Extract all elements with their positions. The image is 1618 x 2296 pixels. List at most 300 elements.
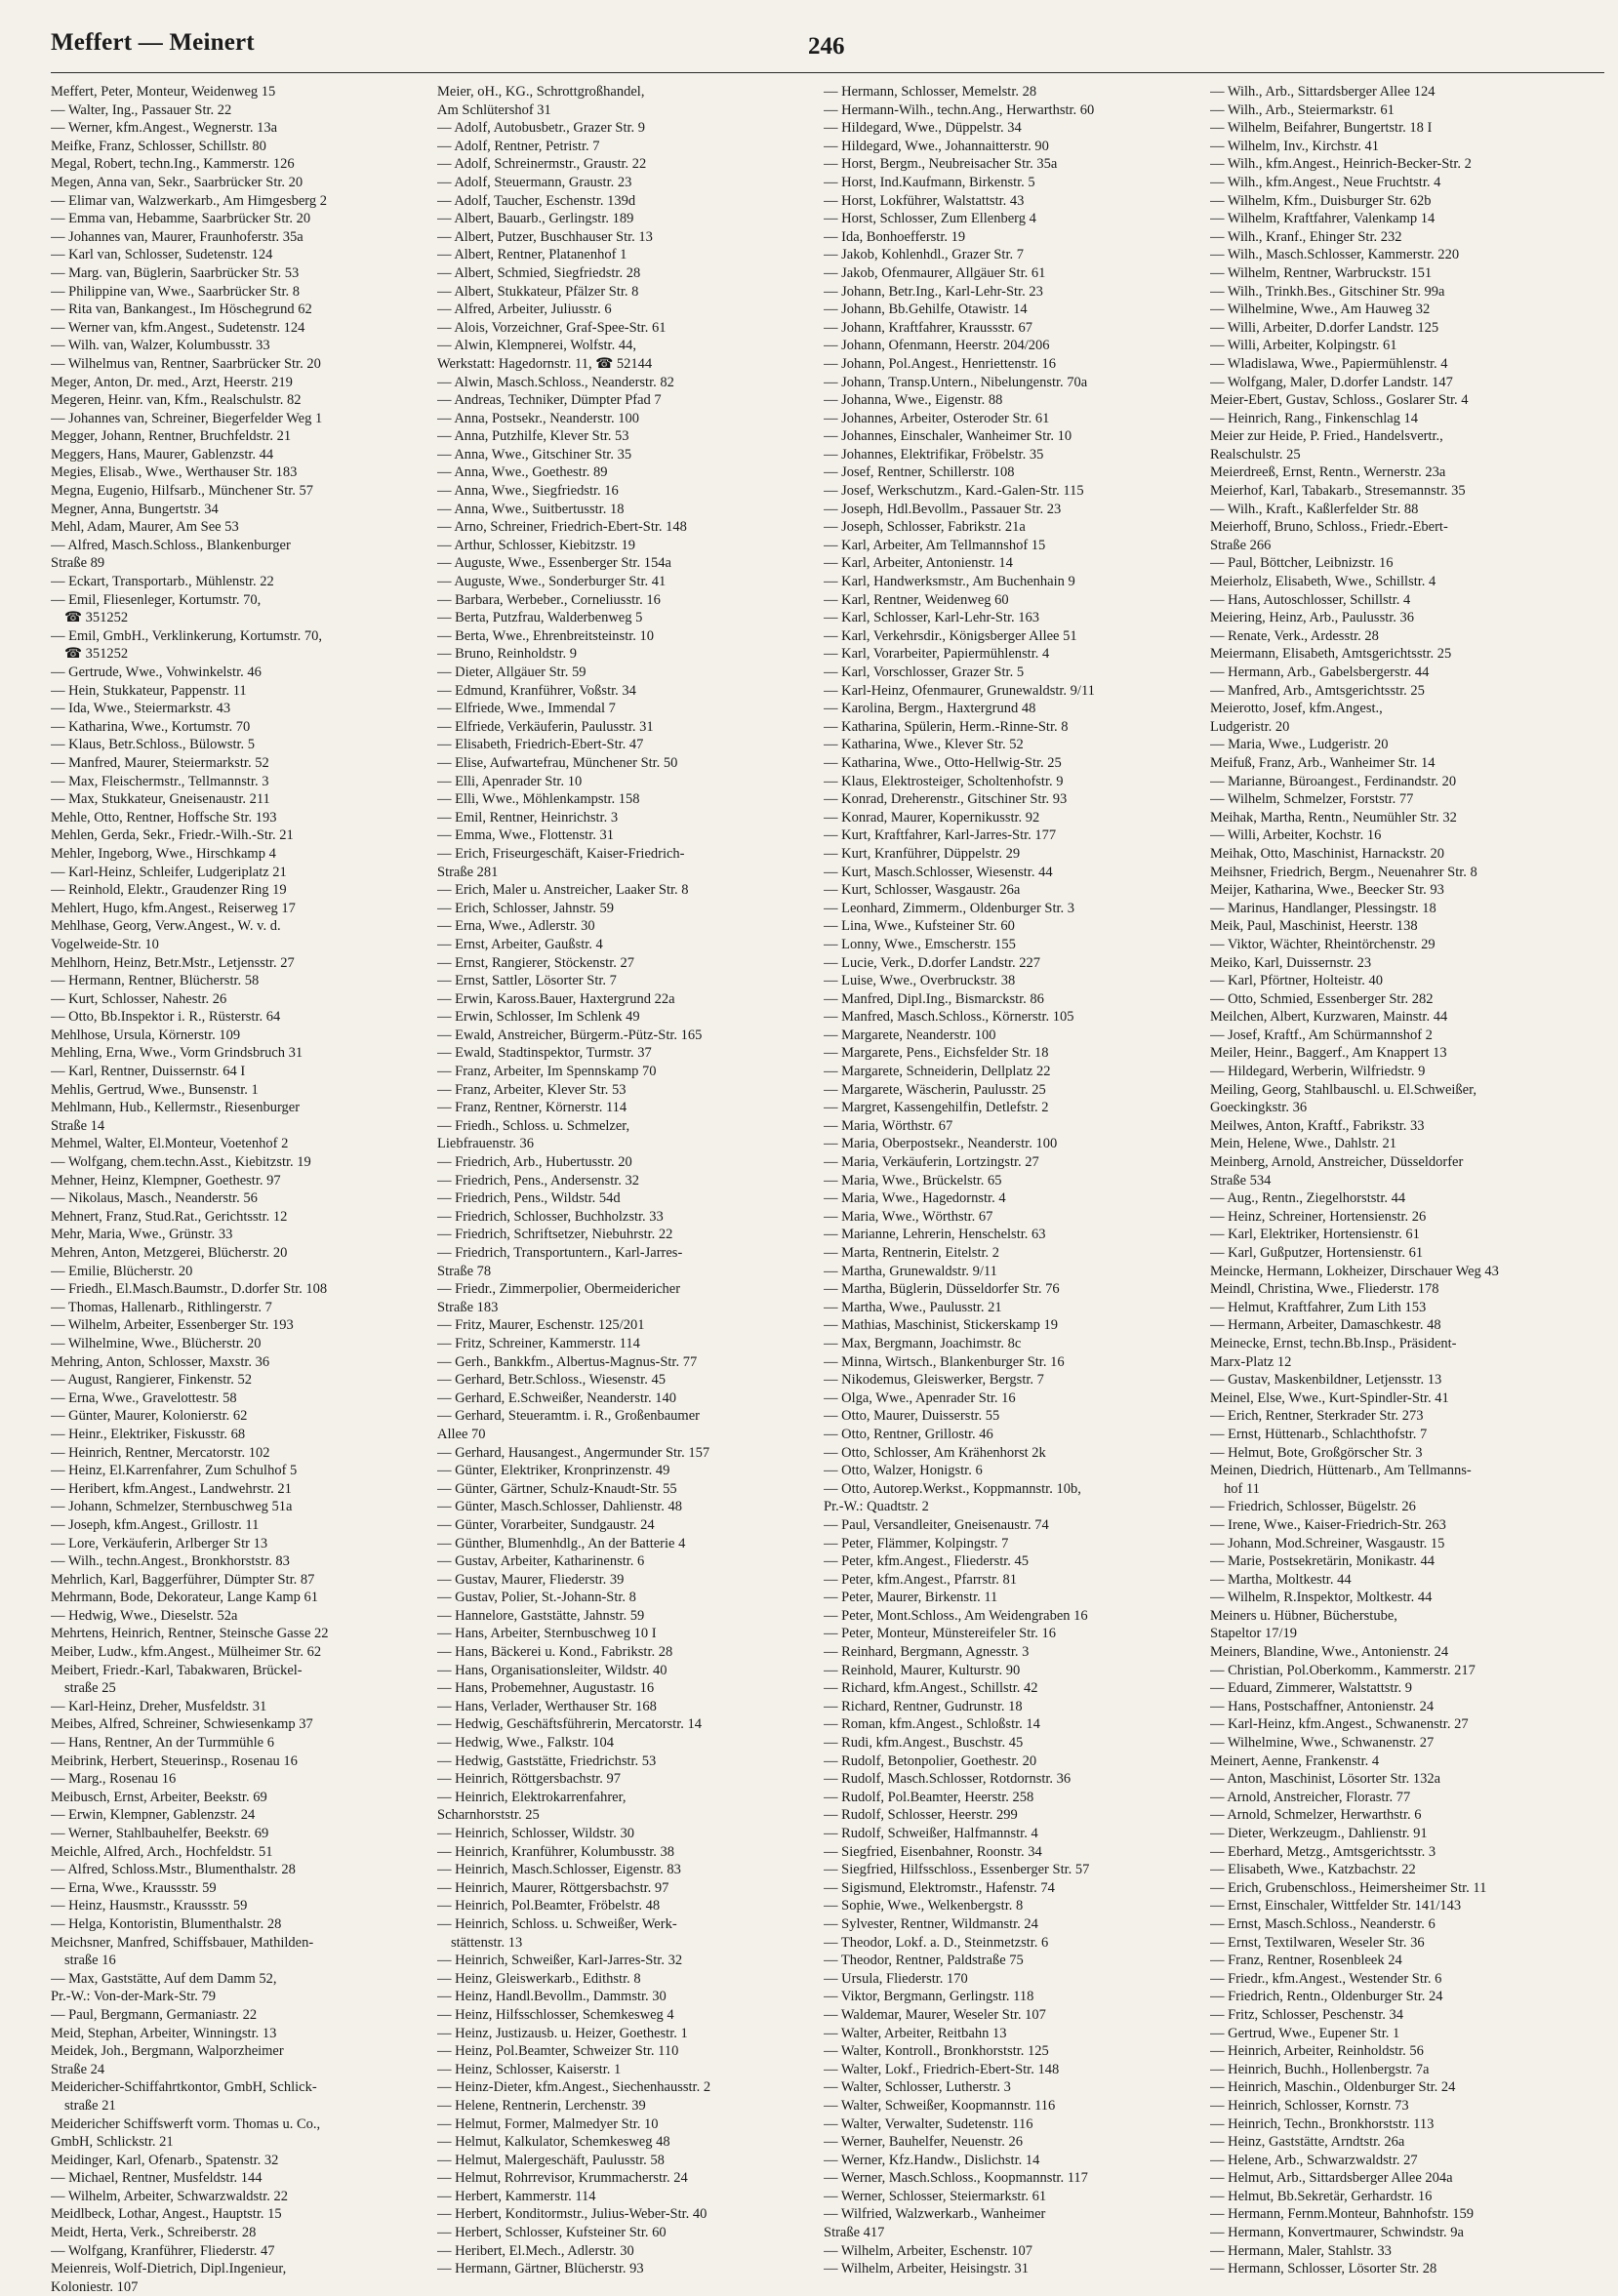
directory-entry: Ludgeristr. 20 bbox=[1210, 718, 1290, 735]
directory-entry: — Gerhard, Steueramtm. i. R., Großenbaumer bbox=[437, 1408, 700, 1425]
directory-entry: Meifke, Franz, Schlosser, Schillstr. 80 bbox=[51, 138, 266, 154]
directory-entry: Megies, Elisab., Wwe., Werthauser Str. 183 bbox=[51, 464, 298, 481]
directory-entry: — Karl, Pförtner, Holteistr. 40 bbox=[1210, 973, 1384, 989]
directory-entry: — Reinhold, Maurer, Kulturstr. 90 bbox=[824, 1662, 1021, 1678]
directory-entry: — Heinz, Schlosser, Kaiserstr. 1 bbox=[437, 2061, 622, 2077]
directory-entry: — Lore, Verkäuferin, Arlberger Str 13 bbox=[51, 1535, 268, 1551]
directory-entry: Meindl, Christina, Wwe., Fliederstr. 178 bbox=[1210, 1281, 1439, 1298]
directory-entry: — Hildegard, Wwe., Düppelstr. 34 bbox=[824, 120, 1022, 137]
directory-entry: — Wilhelm, Arbeiter, Eschenstr. 107 bbox=[824, 2242, 1033, 2259]
directory-entry: — Günter, Elektriker, Kronprinzenstr. 49 bbox=[437, 1463, 670, 1479]
directory-entry: — Werner, Schlosser, Steiermarkstr. 61 bbox=[824, 2188, 1047, 2204]
directory-entry: — Manfred, Dipl.Ing., Bismarckstr. 86 bbox=[824, 990, 1044, 1007]
directory-entry: — Friedrich, Transportuntern., Karl-Jarres- bbox=[437, 1245, 683, 1261]
directory-entry: Straße 183 bbox=[437, 1299, 499, 1315]
directory-entry: — Wilhelm, Kraftfahrer, Valenkamp 14 bbox=[1210, 211, 1436, 227]
directory-entry: — Heinrich, Röttgersbachstr. 97 bbox=[437, 1771, 622, 1788]
directory-entry: — Elisabeth, Friedrich-Ebert-Str. 47 bbox=[437, 737, 644, 753]
directory-entry: Meinen, Diedrich, Hüttenarb., Am Tellmanns- bbox=[1210, 1463, 1472, 1479]
directory-entry: — Karl, Elektriker, Hortensienstr. 61 bbox=[1210, 1227, 1420, 1243]
directory-entry: — Wolfgang, Kranführer, Fliederstr. 47 bbox=[51, 2242, 275, 2259]
directory-entry: — Otto, Schlosser, Am Krähenhorst 2k bbox=[824, 1444, 1046, 1461]
directory-entry: — Anna, Putzhilfe, Klever Str. 53 bbox=[437, 428, 629, 445]
directory-entry: — Renate, Verk., Ardesstr. 28 bbox=[1210, 627, 1379, 644]
directory-entry: — Franz, Rentner, Rosenbleek 24 bbox=[1210, 1953, 1402, 1969]
directory-entry: — Konrad, Dreherenstr., Gitschiner Str. 93 bbox=[824, 791, 1068, 808]
directory-entry: — Berta, Wwe., Ehrenbreitsteinstr. 10 bbox=[437, 627, 655, 644]
directory-entry: Meilchen, Albert, Kurzwaren, Mainstr. 44 bbox=[1210, 1009, 1448, 1026]
directory-entry: Mehring, Anton, Schlosser, Maxstr. 36 bbox=[51, 1353, 270, 1370]
directory-entry: — Wolfgang, Maler, D.dorfer Landstr. 147 bbox=[1210, 374, 1453, 390]
directory-entry: — Walter, Ing., Passauer Str. 22 bbox=[51, 101, 232, 118]
directory-entry: — Karl-Heinz, kfm.Angest., Schwanenstr. 27 bbox=[1210, 1716, 1469, 1733]
directory-entry: — Margarete, Pens., Eichsfelder Str. 18 bbox=[824, 1045, 1049, 1062]
directory-entry: Meichsner, Manfred, Schiffsbauer, Mathilden- bbox=[51, 1934, 314, 1951]
directory-entry: — Hans, Autoschlosser, Schillstr. 4 bbox=[1210, 591, 1411, 608]
directory-entry: Mehling, Erna, Wwe., Vorm Grindsbruch 31 bbox=[51, 1045, 303, 1062]
directory-entry: — Joseph, Schlosser, Fabrikstr. 21a bbox=[824, 519, 1026, 536]
directory-entry: — Helmut, Kalkulator, Schemkesweg 48 bbox=[437, 2134, 670, 2151]
directory-entry: — Martha, Wwe., Paulusstr. 21 bbox=[824, 1299, 1002, 1315]
directory-entry: — Bruno, Reinholdstr. 9 bbox=[437, 646, 577, 663]
directory-entry: — Günter, Vorarbeiter, Sundgaustr. 24 bbox=[437, 1516, 655, 1533]
directory-entry: — Wilhelmus van, Rentner, Saarbrücker Str. 20 bbox=[51, 355, 321, 372]
directory-entry: Meifuß, Franz, Arb., Wanheimer Str. 14 bbox=[1210, 754, 1436, 771]
directory-entry: — Hermann, Maler, Stahlstr. 33 bbox=[1210, 2242, 1392, 2259]
directory-entry: — Gerhard, E.Schweißer, Neanderstr. 140 bbox=[437, 1390, 677, 1406]
directory-entry: Mehlis, Gertrud, Wwe., Bunsenstr. 1 bbox=[51, 1081, 259, 1098]
directory-entry: Meierhoff, Bruno, Schloss., Friedr.-Ebert- bbox=[1210, 519, 1448, 536]
directory-entry: — Karl, Arbeiter, Am Tellmannshof 15 bbox=[824, 537, 1046, 553]
directory-entry: — Friedrich, Schlosser, Buchholzstr. 33 bbox=[437, 1208, 664, 1225]
directory-entry: — Johannes van, Maurer, Fraunhoferstr. 35a bbox=[51, 228, 303, 245]
directory-entry: — Marianne, Lehrerin, Henschelstr. 63 bbox=[824, 1227, 1046, 1243]
directory-entry: — Heinrich, Rang., Finkenschlag 14 bbox=[1210, 410, 1419, 426]
directory-entry: — Fritz, Maurer, Eschenstr. 125/201 bbox=[437, 1317, 645, 1334]
directory-entry: Megner, Anna, Bungertstr. 34 bbox=[51, 501, 219, 517]
directory-entry: — Lina, Wwe., Kufsteiner Str. 60 bbox=[824, 918, 1015, 935]
directory-entry: — Albert, Stukkateur, Pfälzer Str. 8 bbox=[437, 283, 639, 300]
directory-entry: — Adolf, Autobusbetr., Grazer Str. 9 bbox=[437, 120, 646, 137]
directory-entry: — Kurt, Kraftfahrer, Karl-Jarres-Str. 177 bbox=[824, 827, 1057, 844]
directory-entry: — Erna, Wwe., Kraussstr. 59 bbox=[51, 1879, 217, 1896]
directory-entry: — Viktor, Bergmann, Gerlingstr. 118 bbox=[824, 1989, 1034, 2005]
directory-entry: — Walter, Arbeiter, Reitbahn 13 bbox=[824, 2025, 1007, 2041]
directory-entry: — Peter, Mont.Schloss., Am Weidengraben 16 bbox=[824, 1607, 1088, 1624]
directory-entry: Meier-Ebert, Gustav, Schloss., Goslarer Str. 4 bbox=[1210, 392, 1469, 409]
directory-entry: Mehnert, Franz, Stud.Rat., Gerichtsstr. 12 bbox=[51, 1208, 288, 1225]
directory-entry: Pr.-W.: Quadtstr. 2 bbox=[824, 1499, 929, 1515]
directory-entry: Meinel, Else, Wwe., Kurt-Spindler-Str. 41 bbox=[1210, 1390, 1449, 1406]
directory-entry: — Jakob, Kohlenhdl., Grazer Str. 7 bbox=[824, 247, 1024, 263]
directory-entry: Allee 70 bbox=[437, 1426, 486, 1442]
directory-entry: — Katharina, Wwe., Klever Str. 52 bbox=[824, 737, 1024, 753]
directory-entry: — Johann, Betr.Ing., Karl-Lehr-Str. 23 bbox=[824, 283, 1043, 300]
directory-entry: — Erich, Grubenschloss., Heimersheimer Str. 11 bbox=[1210, 1879, 1487, 1896]
directory-entry: Meibert, Friedr.-Karl, Tabakwaren, Brückel- bbox=[51, 1662, 303, 1678]
directory-entry: — Mathias, Maschinist, Stickerskamp 19 bbox=[824, 1317, 1059, 1334]
directory-entry: — Aug., Rentn., Ziegelhorststr. 44 bbox=[1210, 1190, 1406, 1207]
directory-entry: — Rudi, kfm.Angest., Buschstr. 45 bbox=[824, 1735, 1024, 1752]
directory-entry: Meienreis, Wolf-Dietrich, Dipl.Ingenieur, bbox=[51, 2261, 287, 2277]
directory-entry: — Maria, Oberpostsekr., Neanderstr. 100 bbox=[824, 1136, 1058, 1152]
directory-entry: — Heinrich, Schlosser, Kornstr. 73 bbox=[1210, 2097, 1409, 2114]
directory-entry: — Ewald, Stadtinspektor, Turmstr. 37 bbox=[437, 1045, 652, 1062]
directory-entry: — Alois, Vorzeichner, Graf-Spee-Str. 61 bbox=[437, 319, 667, 336]
directory-entry: — Gerhard, Hausangest., Angermunder Str. 157 bbox=[437, 1444, 710, 1461]
directory-entry: — Hans, Organisationsleiter, Wildstr. 40 bbox=[437, 1662, 667, 1678]
directory-entry: Meibes, Alfred, Schreiner, Schwiesenkamp 37 bbox=[51, 1716, 313, 1733]
directory-entry: — Wilhelm, Arbeiter, Heisingstr. 31 bbox=[824, 2261, 1030, 2277]
directory-entry: GmbH, Schlickstr. 21 bbox=[51, 2134, 174, 2151]
directory-entry: — Hans, Bäckerei u. Kond., Fabrikstr. 28 bbox=[437, 1644, 673, 1661]
directory-entry: — Albert, Bauarb., Gerlingstr. 189 bbox=[437, 211, 634, 227]
directory-entry: Meierhof, Karl, Tabakarb., Stresemannstr. 35 bbox=[1210, 483, 1466, 500]
directory-entry: — Helmut, Former, Malmedyer Str. 10 bbox=[437, 2115, 659, 2132]
directory-entry: — Willi, Arbeiter, Kolpingstr. 61 bbox=[1210, 338, 1397, 354]
directory-entry: — Helmut, Bote, Großgörscher Str. 3 bbox=[1210, 1444, 1423, 1461]
directory-entry: — Heinrich, Techn., Bronkhorststr. 113 bbox=[1210, 2115, 1435, 2132]
directory-entry: — Max, Fleischermstr., Tellmannstr. 3 bbox=[51, 773, 269, 789]
directory-entry: Mehlhorn, Heinz, Betr.Mstr., Letjensstr. 27 bbox=[51, 954, 295, 971]
directory-entry: — Ernst, Arbeiter, Gaußstr. 4 bbox=[437, 936, 603, 952]
directory-entry: — Hedwig, Wwe., Falkstr. 104 bbox=[437, 1735, 614, 1752]
directory-entry: Straße 417 bbox=[824, 2225, 885, 2241]
directory-entry: — Wilh., Masch.Schlosser, Kammerstr. 220 bbox=[1210, 247, 1460, 263]
directory-entry: — Helga, Kontoristin, Blumenthalstr. 28 bbox=[51, 1915, 282, 1932]
directory-entry: — Heinz, Gleiswerkarb., Edithstr. 8 bbox=[437, 1970, 641, 1987]
directory-entry: — Heinrich, Schloss. u. Schweißer, Werk- bbox=[437, 1915, 677, 1932]
directory-entry: — Arthur, Schlosser, Kiebitzstr. 19 bbox=[437, 537, 636, 553]
directory-entry: — Hans, Verlader, Werthauser Str. 168 bbox=[437, 1698, 657, 1714]
directory-entry: — Arnold, Anstreicher, Florastr. 77 bbox=[1210, 1789, 1411, 1805]
directory-entry: — Herbert, Schlosser, Kufsteiner Str. 60 bbox=[437, 2225, 667, 2241]
directory-entry: — Hedwig, Gaststätte, Friedrichstr. 53 bbox=[437, 1752, 657, 1769]
directory-entry: — Wilh., kfm.Angest., Neue Fruchtstr. 4 bbox=[1210, 174, 1441, 190]
directory-entry: Meier, oH., KG., Schrottgroßhandel, bbox=[437, 84, 645, 100]
directory-entry: Scharnhorststr. 25 bbox=[437, 1807, 540, 1824]
directory-entry: — Hildegard, Wwe., Johannaitterstr. 90 bbox=[824, 138, 1049, 154]
directory-entry: — Max, Stukkateur, Gneisenaustr. 211 bbox=[51, 791, 270, 808]
directory-entry: — Hans, Rentner, An der Turmmühle 6 bbox=[51, 1735, 274, 1752]
directory-entry: — Friedrich, Schriftsetzer, Niebuhrstr. 22 bbox=[437, 1227, 673, 1243]
directory-entry: Meilwes, Anton, Kraftf., Fabrikstr. 33 bbox=[1210, 1117, 1425, 1134]
directory-entry: Mehner, Heinz, Klempner, Goethestr. 97 bbox=[51, 1172, 281, 1188]
directory-entry: — Erich, Schlosser, Jahnstr. 59 bbox=[437, 900, 615, 916]
directory-entry: Straße 534 bbox=[1210, 1172, 1272, 1188]
directory-entry: — Elli, Apenrader Str. 10 bbox=[437, 773, 583, 789]
directory-entry: Pr.-W.: Von-der-Mark-Str. 79 bbox=[51, 1989, 217, 2005]
directory-entry: — Rudolf, Betonpolier, Goethestr. 20 bbox=[824, 1752, 1037, 1769]
directory-entry: — Otto, Walzer, Honigstr. 6 bbox=[824, 1463, 983, 1479]
directory-entry: Mehmel, Walter, El.Monteur, Voetenhof 2 bbox=[51, 1136, 289, 1152]
directory-entry: — Erich, Maler u. Anstreicher, Laaker Str. 8 bbox=[437, 882, 689, 899]
directory-entry: — Heinz, Schreiner, Hortensienstr. 26 bbox=[1210, 1208, 1427, 1225]
directory-entry: — Helmut, Bb.Sekretär, Gerhardstr. 16 bbox=[1210, 2188, 1433, 2204]
directory-entry: Mein, Helene, Wwe., Dahlstr. 21 bbox=[1210, 1136, 1397, 1152]
directory-entry: — Heinrich, Maurer, Röttgersbachstr. 97 bbox=[437, 1879, 669, 1896]
directory-entry: — Emma, Wwe., Flottenstr. 31 bbox=[437, 827, 614, 844]
directory-entry: stättenstr. 13 bbox=[451, 1934, 523, 1951]
directory-entry: — Hedwig, Geschäftsführerin, Mercatorstr. 14 bbox=[437, 1716, 702, 1733]
directory-entry: — Alwin, Klempnerei, Wolfstr. 44, bbox=[437, 338, 636, 354]
directory-entry: — Klaus, Betr.Schloss., Bülowstr. 5 bbox=[51, 737, 256, 753]
directory-entry: — Wilhelm, Beifahrer, Bungertstr. 18 I bbox=[1210, 120, 1433, 137]
column-1 bbox=[51, 83, 429, 2296]
directory-entry: — Manfred, Maurer, Steiermarkstr. 52 bbox=[51, 754, 269, 771]
directory-entry: Meiling, Georg, Stahlbauschl. u. El.Schweißer, bbox=[1210, 1081, 1476, 1098]
directory-entry: — Karl-Heinz, Schleifer, Ludgeriplatz 21 bbox=[51, 864, 287, 880]
directory-entry: — Arno, Schreiner, Friedrich-Ebert-Str. 148 bbox=[437, 519, 687, 536]
directory-entry: — Werner, Stahlbauhelfer, Beekstr. 69 bbox=[51, 1826, 269, 1841]
directory-entry: Mehl, Adam, Maurer, Am See 53 bbox=[51, 519, 239, 536]
directory-entry: — Walter, Schlosser, Lutherstr. 3 bbox=[824, 2079, 1011, 2096]
directory-entry: — Wilh., Trinkh.Bes., Gitschiner Str. 99a bbox=[1210, 283, 1445, 300]
directory-entry: Realschulstr. 25 bbox=[1210, 446, 1301, 463]
directory-entry: Straße 89 bbox=[51, 555, 105, 572]
directory-entry: Meiber, Ludw., kfm.Angest., Mülheimer Str. 62 bbox=[51, 1644, 322, 1661]
directory-entry: — Karl, Verkehrsdir., Königsberger Allee 51 bbox=[824, 627, 1077, 644]
directory-columns bbox=[51, 83, 1604, 2296]
directory-entry: Meincke, Hermann, Lokheizer, Dirschauer Weg 43 bbox=[1210, 1263, 1499, 1279]
directory-entry: Meidt, Herta, Verk., Schreiberstr. 28 bbox=[51, 2225, 257, 2241]
directory-entry: — Heinrich, Arbeiter, Reinholdstr. 56 bbox=[1210, 2043, 1424, 2060]
directory-entry: — Hermann, Gärtner, Blücherstr. 93 bbox=[437, 2261, 644, 2277]
directory-entry: — Wilhelm, Rentner, Warbruckstr. 151 bbox=[1210, 264, 1433, 281]
directory-entry: — Hannelore, Gaststätte, Jahnstr. 59 bbox=[437, 1607, 645, 1624]
directory-entry: — Michael, Rentner, Musfeldstr. 144 bbox=[51, 2170, 263, 2187]
directory-entry: Meiners, Blandine, Wwe., Antonienstr. 24 bbox=[1210, 1644, 1449, 1661]
directory-entry: — Peter, Flämmer, Kolpingstr. 7 bbox=[824, 1535, 1009, 1551]
directory-entry: — Leonhard, Zimmerm., Oldenburger Str. 3 bbox=[824, 900, 1075, 916]
directory-entry: — Heinz, El.Karrenfahrer, Zum Schulhof 5 bbox=[51, 1463, 298, 1479]
directory-entry: — Siegfried, Eisenbahner, Roonstr. 34 bbox=[824, 1843, 1042, 1860]
directory-entry: hof 11 bbox=[1224, 1480, 1260, 1497]
directory-entry: — Karolina, Bergm., Haxtergrund 48 bbox=[824, 701, 1036, 717]
directory-entry: Vogelweide-Str. 10 bbox=[51, 936, 159, 952]
directory-entry: — Katharina, Wwe., Otto-Hellwig-Str. 25 bbox=[824, 754, 1062, 771]
directory-entry: Mehrmann, Bode, Dekorateur, Lange Kamp 61 bbox=[51, 1590, 319, 1606]
directory-entry: — Hermann, Fernm.Monteur, Bahnhofstr. 159 bbox=[1210, 2206, 1475, 2223]
directory-entry: — Martha, Büglerin, Düsseldorfer Str. 76 bbox=[824, 1281, 1060, 1298]
directory-entry: — Irene, Wwe., Kaiser-Friedrich-Str. 263 bbox=[1210, 1516, 1446, 1533]
directory-entry: — Peter, Maurer, Birkenstr. 11 bbox=[824, 1590, 998, 1606]
directory-entry: Megger, Johann, Rentner, Bruchfeldstr. 21 bbox=[51, 428, 292, 445]
directory-entry: — Philippine van, Wwe., Saarbrücker Str. 8 bbox=[51, 283, 301, 300]
directory-entry: — Anna, Wwe., Gitschiner Str. 35 bbox=[437, 446, 632, 463]
directory-entry: — Viktor, Wächter, Rheintörchenstr. 29 bbox=[1210, 936, 1436, 952]
directory-entry: Mehle, Otto, Rentner, Hoffsche Str. 193 bbox=[51, 809, 277, 826]
directory-entry: — Wolfgang, chem.techn.Asst., Kiebitzstr. 19 bbox=[51, 1154, 311, 1171]
directory-entry: — Ernst, Hüttenarb., Schlachthofstr. 7 bbox=[1210, 1426, 1428, 1442]
directory-entry: — Helene, Arb., Schwarzwaldstr. 27 bbox=[1210, 2152, 1418, 2168]
directory-entry: Mehlert, Hugo, kfm.Angest., Reiserweg 17 bbox=[51, 900, 296, 916]
directory-entry: — Waldemar, Maurer, Weseler Str. 107 bbox=[824, 2006, 1046, 2023]
directory-entry: — Erwin, Klempner, Gablenzstr. 24 bbox=[51, 1807, 256, 1824]
directory-entry: — Günther, Blumenhdlg., An der Batterie 4 bbox=[437, 1535, 686, 1551]
directory-entry: — Elise, Aufwartefrau, Münchener Str. 50 bbox=[437, 754, 678, 771]
directory-entry: — Günter, Masch.Schlosser, Dahlienstr. 48 bbox=[437, 1499, 682, 1515]
directory-entry: — Maria, Wwe., Wörthstr. 67 bbox=[824, 1208, 993, 1225]
directory-entry: — Reinhold, Elektr., Graudenzer Ring 19 bbox=[51, 882, 287, 899]
directory-entry: — Wilh., Kranf., Ehinger Str. 232 bbox=[1210, 228, 1402, 245]
directory-entry: — Martha, Grunewaldstr. 9/11 bbox=[824, 1263, 997, 1279]
directory-entry: Meihak, Martha, Rentn., Neumühler Str. 32 bbox=[1210, 809, 1457, 826]
directory-entry: — Ida, Wwe., Steiermarkstr. 43 bbox=[51, 701, 231, 717]
directory-entry: — Wladislawa, Wwe., Papiermühlenstr. 4 bbox=[1210, 355, 1448, 372]
directory-entry: — Hans, Arbeiter, Sternbuschweg 10 I bbox=[437, 1626, 657, 1642]
directory-entry: — Gerhard, Betr.Schloss., Wiesenstr. 45 bbox=[437, 1372, 666, 1389]
directory-entry: Meibusch, Ernst, Arbeiter, Beekstr. 69 bbox=[51, 1789, 267, 1805]
directory-entry: — Anna, Wwe., Suitbertusstr. 18 bbox=[437, 501, 625, 517]
directory-entry: — Maria, Wwe., Brückelstr. 65 bbox=[824, 1172, 1002, 1188]
directory-entry: — Karl, Schlosser, Karl-Lehr-Str. 163 bbox=[824, 610, 1040, 626]
directory-entry: — Paul, Versandleiter, Gneisenaustr. 74 bbox=[824, 1516, 1049, 1533]
directory-entry: Megna, Eugenio, Hilfsarb., Münchener Str. 57 bbox=[51, 483, 314, 500]
directory-entry: — Marianne, Büroangest., Ferdinandstr. 20 bbox=[1210, 773, 1457, 789]
directory-entry: — Werner van, kfm.Angest., Sudetenstr. 124 bbox=[51, 319, 305, 336]
directory-entry: — Erwin, Kaross.Bauer, Haxtergrund 22a bbox=[437, 990, 675, 1007]
directory-entry: Meiering, Heinz, Arb., Paulusstr. 36 bbox=[1210, 610, 1415, 626]
directory-entry: — Helmut, Rohrrevisor, Krummacherstr. 24 bbox=[437, 2170, 688, 2187]
directory-entry: — Josef, Werkschutzm., Kard.-Galen-Str. 115 bbox=[824, 483, 1084, 500]
directory-entry: — Günter, Gärtner, Schulz-Knaudt-Str. 55 bbox=[437, 1480, 677, 1497]
directory-entry: — Heinz, Pol.Beamter, Schweizer Str. 110 bbox=[437, 2043, 679, 2060]
directory-entry: — Wilh., techn.Angest., Bronkhorststr. 83 bbox=[51, 1553, 290, 1570]
directory-entry: — Peter, kfm.Angest., Fliederstr. 45 bbox=[824, 1553, 1030, 1570]
directory-entry: — Reinhard, Bergmann, Agnesstr. 3 bbox=[824, 1644, 1030, 1661]
directory-entry: — Emilie, Blücherstr. 20 bbox=[51, 1263, 193, 1279]
directory-entry: — Arnold, Schmelzer, Herwarthstr. 6 bbox=[1210, 1807, 1422, 1824]
directory-entry: — Elimar van, Walzwerkarb., Am Himgesberg 2 bbox=[51, 192, 327, 209]
directory-entry: — Sylvester, Rentner, Wildmanstr. 24 bbox=[824, 1915, 1038, 1932]
directory-entry: — Ernst, Rangierer, Stöckenstr. 27 bbox=[437, 954, 634, 971]
directory-entry: — Walter, Schweißer, Koopmannstr. 116 bbox=[824, 2097, 1056, 2114]
directory-entry: — Josef, Rentner, Schillerstr. 108 bbox=[824, 464, 1015, 481]
directory-entry: — Friedrich, Rentn., Oldenburger Str. 24 bbox=[1210, 1989, 1443, 2005]
directory-entry: — Heinrich, Rentner, Mercatorstr. 102 bbox=[51, 1444, 270, 1461]
column-3 bbox=[824, 83, 1202, 2296]
directory-entry: — Heinr., Elektriker, Fiskusstr. 68 bbox=[51, 1426, 246, 1442]
directory-entry: — Wilhelm, Kfm., Duisburger Str. 62b bbox=[1210, 192, 1432, 209]
directory-entry: Meidericher Schiffswerft vorm. Thomas u. Co., bbox=[51, 2115, 321, 2132]
directory-entry: — Heinrich, Elektrokarrenfahrer, bbox=[437, 1789, 627, 1805]
directory-entry: Mehlen, Gerda, Sekr., Friedr.-Wilh.-Str. 21 bbox=[51, 827, 294, 844]
directory-entry: — Adolf, Schreinermstr., Graustr. 22 bbox=[437, 156, 647, 173]
directory-entry: — Johann, Ofenmann, Heerstr. 204/206 bbox=[824, 338, 1050, 354]
directory-entry: — Willi, Arbeiter, Kochstr. 16 bbox=[1210, 827, 1382, 844]
directory-entry: Meidericher-Schiffahrtkontor, GmbH, Schlick- bbox=[51, 2079, 317, 2096]
directory-entry: — Margarete, Schneiderin, Dellplatz 22 bbox=[824, 1064, 1051, 1080]
directory-entry: Meggers, Hans, Maurer, Gablenzstr. 44 bbox=[51, 446, 274, 463]
directory-entry: — Franz, Rentner, Körnerstr. 114 bbox=[437, 1100, 627, 1116]
directory-entry: — Alfred, Masch.Schloss., Blankenburger bbox=[51, 537, 291, 553]
directory-entry: — Wilh., Arb., Sittardsberger Allee 124 bbox=[1210, 84, 1436, 100]
directory-entry: — Herbert, Konditormstr., Julius-Weber-Str. 40 bbox=[437, 2206, 708, 2223]
directory-entry: — Anna, Wwe., Goethestr. 89 bbox=[437, 464, 608, 481]
directory-entry: — Sophie, Wwe., Welkenbergstr. 8 bbox=[824, 1898, 1024, 1914]
directory-entry: — Albert, Rentner, Platanenhof 1 bbox=[437, 247, 627, 263]
directory-entry: — Wilhelm, Inv., Kirchstr. 41 bbox=[1210, 138, 1379, 154]
directory-entry: Meihsner, Friedrich, Bergm., Neuenahrer Str. 8 bbox=[1210, 864, 1477, 880]
directory-entry: — Klaus, Elektrosteiger, Scholtenhofstr. 9 bbox=[824, 773, 1064, 789]
directory-entry: Liebfrauenstr. 36 bbox=[437, 1136, 535, 1152]
directory-entry: — Wilhelmine, Wwe., Blücherstr. 20 bbox=[51, 1335, 262, 1351]
directory-entry: — Heinz, Handl.Bevollm., Dammstr. 30 bbox=[437, 1989, 667, 2005]
directory-entry: — Emil, Fliesenleger, Kortumstr. 70, bbox=[51, 591, 262, 608]
directory-entry: — Marie, Postsekretärin, Monikastr. 44 bbox=[1210, 1553, 1435, 1570]
directory-entry: — Marg. van, Büglerin, Saarbrücker Str. 53 bbox=[51, 264, 300, 281]
directory-entry: — Kurt, Masch.Schlosser, Wiesenstr. 44 bbox=[824, 864, 1053, 880]
directory-entry: — Adolf, Rentner, Petristr. 7 bbox=[437, 138, 600, 154]
directory-entry: — Paul, Bergmann, Germaniastr. 22 bbox=[51, 2006, 258, 2023]
directory-entry: — Johanna, Wwe., Eigenstr. 88 bbox=[824, 392, 1003, 409]
directory-entry: — Fritz, Schreiner, Kammerstr. 114 bbox=[437, 1335, 640, 1351]
directory-entry: Straße 281 bbox=[437, 864, 499, 880]
directory-entry: — Theodor, Lokf. a. D., Steinmetzstr. 6 bbox=[824, 1934, 1049, 1951]
directory-entry: — Walter, Kontroll., Bronkhorststr. 125 bbox=[824, 2043, 1049, 2060]
directory-entry: Meiermann, Elisabeth, Amtsgerichtsstr. 25 bbox=[1210, 646, 1452, 663]
directory-entry: — Elfriede, Wwe., Immendal 7 bbox=[437, 701, 616, 717]
directory-entry: — Heinrich, Maschin., Oldenburger Str. 24 bbox=[1210, 2079, 1456, 2096]
directory-entry: Meier zur Heide, P. Fried., Handelsvertr., bbox=[1210, 428, 1443, 445]
directory-entry: Werkstatt: Hagedornstr. 11, ☎ 52144 bbox=[437, 355, 653, 372]
directory-entry: — Alwin, Masch.Schloss., Neanderstr. 82 bbox=[437, 374, 674, 390]
directory-entry: — Helmut, Malergeschäft, Paulusstr. 58 bbox=[437, 2152, 665, 2168]
directory-entry: — Martha, Moltkestr. 44 bbox=[1210, 1571, 1352, 1588]
directory-entry: — Johann, Schmelzer, Sternbuschweg 51a bbox=[51, 1499, 293, 1515]
directory-entry: — Heinrich, Schweißer, Karl-Jarres-Str. 32 bbox=[437, 1953, 683, 1969]
directory-entry: — Eberhard, Metzg., Amtsgerichtsstr. 3 bbox=[1210, 1843, 1436, 1860]
directory-entry: — Karl, Vorschlosser, Grazer Str. 5 bbox=[824, 665, 1025, 680]
directory-entry: — Friedh., El.Masch.Baumstr., D.dorfer Str. 108 bbox=[51, 1281, 328, 1298]
directory-entry: — Erich, Rentner, Sterkrader Str. 273 bbox=[1210, 1408, 1424, 1425]
directory-entry: — Wilh. van, Walzer, Kolumbusstr. 33 bbox=[51, 338, 270, 354]
directory-entry: — Otto, Bb.Inspektor i. R., Rüsterstr. 64 bbox=[51, 1009, 281, 1026]
directory-entry: Goeckingkstr. 36 bbox=[1210, 1100, 1308, 1116]
directory-entry: — Helene, Rentnerin, Lerchenstr. 39 bbox=[437, 2097, 646, 2114]
directory-entry: Meidlbeck, Lothar, Angest., Hauptstr. 15 bbox=[51, 2206, 282, 2223]
directory-entry: ☎ 351252 bbox=[64, 646, 129, 663]
directory-entry: — Karl, Arbeiter, Antonienstr. 14 bbox=[824, 555, 1013, 572]
directory-entry: — Karl, Handwerksmstr., Am Buchenhain 9 bbox=[824, 574, 1075, 590]
directory-entry: — Wilhelm, Schmelzer, Forststr. 77 bbox=[1210, 791, 1414, 808]
directory-entry: — Erna, Wwe., Adlerstr. 30 bbox=[437, 918, 595, 935]
directory-entry: — Werner, Kfz.Handw., Dislichstr. 14 bbox=[824, 2152, 1040, 2168]
directory-entry: — Dieter, Werkzeugm., Dahlienstr. 91 bbox=[1210, 1826, 1428, 1841]
directory-entry: — Wilhelmine, Wwe., Am Hauweg 32 bbox=[1210, 302, 1431, 318]
directory-entry: — Adolf, Steuermann, Graustr. 23 bbox=[437, 174, 632, 190]
directory-entry: — Erna, Wwe., Gravelottestr. 58 bbox=[51, 1390, 237, 1406]
directory-entry: — Johann, Mod.Schreiner, Wasgaustr. 15 bbox=[1210, 1535, 1445, 1551]
directory-entry: — Thomas, Hallenarb., Rithlingerstr. 7 bbox=[51, 1299, 272, 1315]
directory-entry: — Friedrich, Arb., Hubertusstr. 20 bbox=[437, 1154, 632, 1171]
directory-entry: Koloniestr. 107 bbox=[51, 2278, 139, 2295]
directory-entry: — Joseph, kfm.Angest., Grillostr. 11 bbox=[51, 1516, 260, 1533]
directory-entry: Megen, Anna van, Sekr., Saarbrücker Str. 20 bbox=[51, 174, 303, 190]
directory-entry: — Otto, Schmied, Essenberger Str. 282 bbox=[1210, 990, 1434, 1007]
directory-entry: — Karl-Heinz, Dreher, Musfeldstr. 31 bbox=[51, 1698, 267, 1714]
directory-entry: — Wilhelm, Arbeiter, Essenberger Str. 193 bbox=[51, 1317, 294, 1334]
directory-entry: Meinecke, Ernst, techn.Bb.Insp., Präsident- bbox=[1210, 1335, 1457, 1351]
directory-entry: — Wilhelm, Arbeiter, Schwarzwaldstr. 22 bbox=[51, 2188, 289, 2204]
directory-entry: — Fritz, Schlosser, Peschenstr. 34 bbox=[1210, 2006, 1403, 2023]
directory-entry: — Hildegard, Werberin, Wilfriedstr. 9 bbox=[1210, 1064, 1426, 1080]
directory-entry: — Heribert, kfm.Angest., Landwehrstr. 21 bbox=[51, 1480, 292, 1497]
directory-entry: — Walter, Verwalter, Sudetenstr. 116 bbox=[824, 2115, 1033, 2132]
directory-entry: — Gustav, Maurer, Fliederstr. 39 bbox=[437, 1571, 625, 1588]
directory-entry: — Peter, Monteur, Münstereifeler Str. 16 bbox=[824, 1626, 1057, 1642]
